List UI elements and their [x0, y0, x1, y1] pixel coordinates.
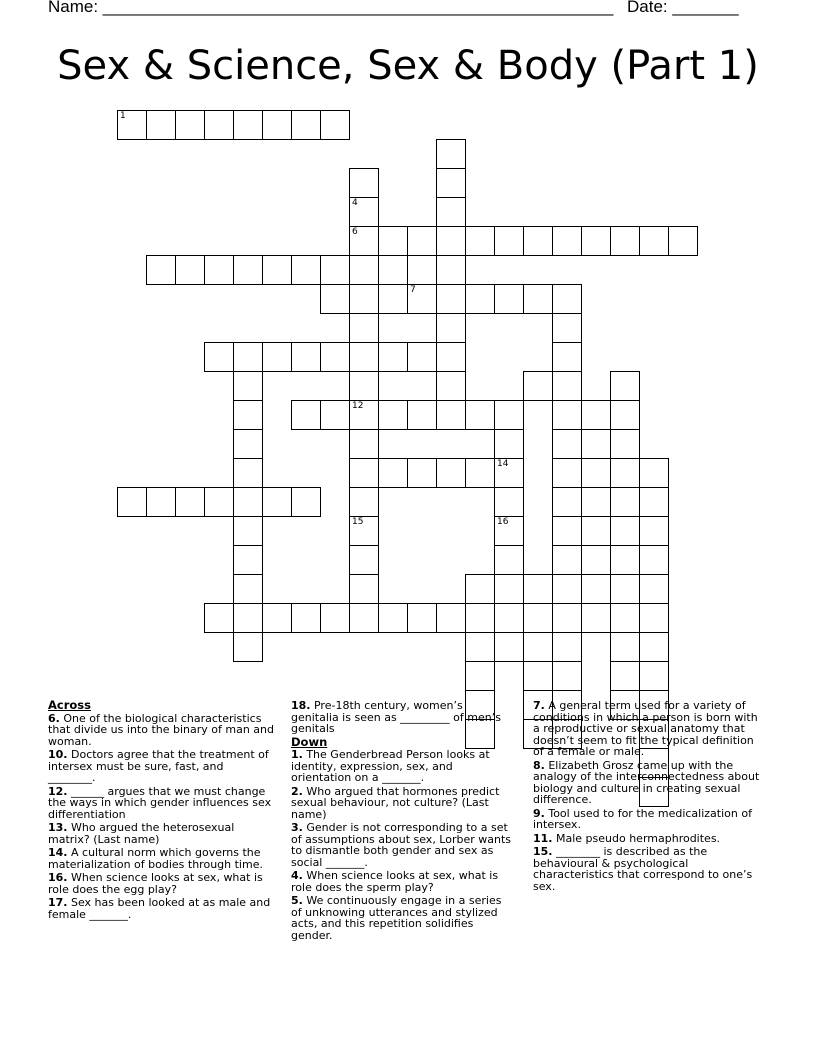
clue-item-number: 16. — [48, 871, 68, 884]
crossword-cell[interactable] — [552, 487, 582, 517]
crossword-cell[interactable] — [378, 226, 408, 256]
crossword-cell[interactable] — [581, 516, 611, 546]
crossword-cell[interactable] — [610, 226, 640, 256]
clue-item — [48, 897, 274, 920]
crossword-cell[interactable] — [494, 574, 524, 604]
crossword-cell[interactable] — [320, 255, 350, 285]
crossword-cell[interactable] — [523, 661, 553, 691]
crossword-cell[interactable] — [407, 342, 437, 372]
clue-number: 15 — [352, 517, 364, 527]
clue-number: 6 — [352, 227, 358, 237]
crossword-cell[interactable] — [436, 197, 466, 227]
clue-item — [533, 700, 765, 758]
clue-item — [48, 847, 274, 870]
crossword-cell[interactable] — [494, 458, 524, 488]
crossword-cell[interactable] — [552, 632, 582, 662]
crossword-cell[interactable] — [639, 632, 669, 662]
crossword-cell[interactable] — [581, 429, 611, 459]
clue-item-text: Who argued the heterosexual matrix? (Last name) — [48, 821, 235, 846]
crossword-cell[interactable] — [494, 632, 524, 662]
crossword-cell[interactable] — [233, 255, 263, 285]
crossword-cell[interactable] — [523, 284, 553, 314]
crossword-cell[interactable] — [581, 487, 611, 517]
crossword-cell[interactable] — [291, 400, 321, 430]
crossword-cell[interactable] — [291, 110, 321, 140]
crossword-cell[interactable] — [349, 284, 379, 314]
clues-column-2 — [291, 700, 513, 943]
clue-item — [291, 822, 513, 868]
crossword-cell[interactable] — [175, 110, 205, 140]
clue-item-text: Elizabeth Grosz came up with the analogy of the interconnectedness about biology and culture in creating sexual difference. — [533, 758, 760, 806]
crossword-cell[interactable] — [349, 255, 379, 285]
crossword-cell[interactable] — [349, 197, 379, 227]
crossword-cell[interactable] — [262, 487, 292, 517]
crossword-cell[interactable] — [436, 284, 466, 314]
crossword-cell[interactable] — [436, 603, 466, 633]
clue-item-text: When science looks at sex, what is role does the egg play? — [48, 871, 263, 896]
crossword-cell[interactable] — [320, 603, 350, 633]
clue-item — [533, 846, 765, 892]
crossword-cell[interactable] — [610, 632, 640, 662]
clue-item — [48, 822, 274, 845]
crossword-cell[interactable] — [552, 313, 582, 343]
crossword-cell[interactable] — [436, 255, 466, 285]
clue-item — [291, 700, 513, 735]
crossword-cell[interactable] — [581, 400, 611, 430]
crossword-cell[interactable] — [639, 545, 669, 575]
crossword-cell[interactable] — [552, 516, 582, 546]
clue-item-text: Pre-18th century, women’s genitalia is seen as _________ of men’s genitals — [291, 699, 501, 735]
crossword-cell[interactable] — [639, 487, 669, 517]
crossword-cell[interactable] — [494, 429, 524, 459]
crossword-cell[interactable] — [378, 255, 408, 285]
crossword-cell[interactable] — [436, 371, 466, 401]
clue-item-text: Doctors agree that the treatment of intersex must be sure, fast, and ________. — [48, 748, 269, 784]
crossword-cell[interactable] — [233, 632, 263, 662]
clue-item-number: 3. — [291, 821, 303, 834]
clue-item-text: One of the biological characteristics that divide us into the binary of man and woman. — [48, 711, 274, 748]
clue-item-text: Tool used to for the medicalization of intersex. — [533, 806, 752, 831]
crossword-cell[interactable] — [668, 226, 698, 256]
crossword-cell[interactable] — [610, 516, 640, 546]
crossword-cell[interactable] — [146, 255, 176, 285]
clue-number: 7 — [410, 285, 416, 295]
crossword-cell[interactable] — [552, 226, 582, 256]
crossword-cell[interactable] — [610, 574, 640, 604]
crossword-cell[interactable] — [639, 226, 669, 256]
crossword-cell[interactable] — [494, 487, 524, 517]
crossword-cell[interactable] — [523, 603, 553, 633]
down-clue-list — [291, 749, 513, 941]
clue-item-text: ________ is described as the behavioural & psychological characteristics that correspond to one’s sex. — [533, 845, 753, 893]
crossword-cell[interactable] — [610, 487, 640, 517]
crossword-cell[interactable] — [262, 110, 292, 140]
crossword-cell[interactable] — [407, 255, 437, 285]
clue-item-number: 12. — [48, 784, 68, 798]
crossword-cell[interactable] — [233, 342, 263, 372]
crossword-cell[interactable] — [552, 545, 582, 575]
crossword-cell[interactable] — [465, 603, 495, 633]
crossword-cell[interactable] — [407, 603, 437, 633]
clue-item — [48, 713, 274, 748]
down-heading: Down — [291, 734, 328, 749]
crossword-cell[interactable] — [552, 284, 582, 314]
clue-number: 12 — [352, 401, 364, 411]
crossword-cell[interactable] — [349, 545, 379, 575]
clue-item-number: 11. — [533, 831, 553, 845]
clue-item — [48, 786, 274, 821]
crossword-cell[interactable] — [552, 574, 582, 604]
crossword-cell[interactable] — [233, 371, 263, 401]
crossword-cell[interactable] — [291, 603, 321, 633]
clue-item — [48, 749, 274, 784]
crossword-cell[interactable] — [610, 429, 640, 459]
crossword-cell[interactable] — [233, 429, 263, 459]
crossword-cell[interactable] — [407, 458, 437, 488]
clue-item-number: 8. — [533, 758, 545, 772]
crossword-cell[interactable] — [465, 632, 495, 662]
crossword-cell[interactable] — [581, 226, 611, 256]
clue-item-text: The Genderbread Person looks at identity, expression, sex, and orientation on a _______. — [291, 748, 490, 784]
crossword-cell[interactable] — [465, 574, 495, 604]
crossword-cell[interactable] — [349, 574, 379, 604]
crossword-cell[interactable] — [378, 342, 408, 372]
crossword-cell[interactable] — [610, 371, 640, 401]
crossword-cell[interactable] — [523, 226, 553, 256]
clue-number: 4 — [352, 198, 358, 208]
crossword-cell[interactable] — [262, 603, 292, 633]
clue-item-number: 15. — [533, 845, 553, 858]
crossword-cell[interactable] — [581, 458, 611, 488]
crossword-cell[interactable] — [407, 284, 437, 314]
crossword-cell[interactable] — [175, 255, 205, 285]
crossword-cell[interactable] — [465, 458, 495, 488]
crossword-cell[interactable] — [581, 545, 611, 575]
crossword-cell[interactable] — [581, 603, 611, 633]
clue-item-text: Male pseudo hermaphrodites. — [552, 831, 721, 845]
crossword-cell[interactable] — [465, 400, 495, 430]
clue-item — [533, 808, 765, 831]
crossword-cell[interactable] — [291, 342, 321, 372]
crossword-cell[interactable] — [349, 342, 379, 372]
crossword-cell[interactable] — [378, 458, 408, 488]
clue-item-number: 10. — [48, 748, 68, 761]
crossword-cell[interactable] — [465, 661, 495, 691]
clue-number: 14 — [497, 459, 509, 469]
crossword-cell[interactable] — [523, 574, 553, 604]
clue-item-number: 7. — [533, 699, 545, 712]
crossword-cell[interactable] — [552, 342, 582, 372]
clue-item-number: 4. — [291, 869, 303, 882]
crossword-cell[interactable] — [436, 313, 466, 343]
clue-item-text: Who argued that hormones predict sexual behaviour, not culture? (Last name) — [291, 784, 500, 821]
clue-item — [533, 760, 765, 806]
clue-item-text: A general term used for a variety of conditions in which a person is born with a reproductive or sexual anatomy that doesn’t seem to fit the typical definition of a female or male. — [533, 699, 758, 758]
clue-item-text: ______ argues that we must change the ways in which gender influences sex differentiation — [48, 784, 272, 821]
clue-item-text: We continuously engage in a series of unknowing utterances and stylized acts, and this repetition solidifies gender. — [291, 894, 502, 942]
crossword-cell[interactable] — [233, 110, 263, 140]
down-clue-list-continued — [533, 700, 765, 892]
crossword-cell[interactable] — [436, 458, 466, 488]
crossword-cell[interactable] — [146, 487, 176, 517]
crossword-cell[interactable] — [349, 429, 379, 459]
crossword-cell[interactable] — [146, 110, 176, 140]
crossword-cell[interactable] — [610, 545, 640, 575]
crossword-cell[interactable] — [494, 516, 524, 546]
crossword-cell[interactable] — [494, 284, 524, 314]
crossword-cell[interactable] — [552, 429, 582, 459]
crossword-cell[interactable] — [639, 603, 669, 633]
crossword-cell[interactable] — [175, 487, 205, 517]
crossword-cell[interactable] — [117, 110, 147, 140]
crossword-cell[interactable] — [233, 400, 263, 430]
crossword-cell[interactable] — [320, 342, 350, 372]
crossword-cell[interactable] — [552, 603, 582, 633]
crossword-cell[interactable] — [204, 255, 234, 285]
crossword-cell[interactable] — [291, 487, 321, 517]
across-heading: Across — [48, 698, 91, 712]
crossword-cell[interactable] — [494, 226, 524, 256]
clue-item-number: 6. — [48, 711, 60, 725]
clue-item-number: 9. — [533, 806, 545, 820]
crossword-cell[interactable] — [349, 487, 379, 517]
clue-item — [291, 895, 513, 941]
clues-column-3 — [533, 700, 765, 894]
crossword-cell[interactable] — [349, 603, 379, 633]
crossword-cell[interactable] — [349, 226, 379, 256]
crossword-cell[interactable] — [639, 574, 669, 604]
page-title: Sex & Science, Sex & Body (Part 1) — [57, 43, 759, 89]
crossword-cell[interactable] — [233, 603, 263, 633]
clue-item-number: 14. — [48, 846, 68, 859]
crossword-cell[interactable] — [378, 400, 408, 430]
crossword-cell[interactable] — [639, 516, 669, 546]
crossword-cell[interactable] — [204, 110, 234, 140]
clue-number: 1 — [120, 111, 126, 121]
crossword-cell[interactable] — [349, 168, 379, 198]
crossword-cell[interactable] — [436, 342, 466, 372]
crossword-cell[interactable] — [204, 487, 234, 517]
crossword-cell[interactable] — [639, 661, 669, 691]
clue-item — [533, 833, 765, 845]
crossword-cell[interactable] — [320, 110, 350, 140]
crossword-cell[interactable] — [610, 603, 640, 633]
clue-item-number: 13. — [48, 821, 68, 834]
crossword-cell[interactable] — [349, 371, 379, 401]
crossword-cell[interactable] — [523, 371, 553, 401]
clue-item-number: 17. — [48, 896, 68, 909]
across-clue-list-continued — [291, 700, 513, 735]
crossword-cell[interactable] — [262, 342, 292, 372]
crossword-cell[interactable] — [610, 661, 640, 691]
clue-item-text: Sex has been looked at as male and female _______. — [48, 896, 271, 921]
name-field-label: Name: ______________________________________________________ — [48, 0, 614, 16]
crossword-cell[interactable] — [610, 458, 640, 488]
clue-item — [291, 786, 513, 821]
crossword-cell[interactable] — [436, 139, 466, 169]
crossword-cell[interactable] — [204, 603, 234, 633]
clue-number: 16 — [497, 517, 509, 527]
clue-item — [291, 870, 513, 893]
crossword-cell[interactable] — [639, 458, 669, 488]
clue-item-number: 2. — [291, 784, 303, 798]
clue-item-text: When science looks at sex, what is role does the sperm play? — [291, 869, 499, 894]
crossword-cell[interactable] — [349, 313, 379, 343]
crossword-cell[interactable] — [349, 458, 379, 488]
crossword-cell[interactable] — [465, 226, 495, 256]
crossword-cell[interactable] — [494, 603, 524, 633]
crossword-cell[interactable] — [378, 603, 408, 633]
crossword-cell[interactable] — [552, 400, 582, 430]
crossword-cell[interactable] — [552, 371, 582, 401]
crossword-cell[interactable] — [291, 255, 321, 285]
crossword-cell[interactable] — [436, 226, 466, 256]
crossword-cell[interactable] — [407, 400, 437, 430]
crossword-cell[interactable] — [262, 255, 292, 285]
across-clue-list — [48, 713, 274, 921]
crossword-cell[interactable] — [494, 545, 524, 575]
crossword-cell[interactable] — [233, 487, 263, 517]
crossword-cell[interactable] — [349, 400, 379, 430]
clue-item-text: Gender is not corresponding to a set of assumptions about sex, Lorber wants to dismantle both gender and sex as social _______. — [291, 821, 512, 869]
date-field-label: Date: _______ — [627, 0, 739, 16]
crossword-cell[interactable] — [494, 400, 524, 430]
crossword-cell[interactable] — [320, 284, 350, 314]
clue-item — [48, 872, 274, 895]
crossword-cell[interactable] — [581, 574, 611, 604]
crossword-cell[interactable] — [233, 516, 263, 546]
crossword-cell[interactable] — [436, 168, 466, 198]
crossword-cell[interactable] — [465, 284, 495, 314]
crossword-cell[interactable] — [407, 226, 437, 256]
crossword-cell[interactable] — [233, 545, 263, 575]
crossword-cell[interactable] — [233, 574, 263, 604]
clue-item-number: 1. — [291, 748, 303, 761]
crossword-cell[interactable] — [117, 487, 147, 517]
clue-item — [291, 749, 513, 784]
clues-column-1 — [48, 700, 274, 922]
crossword-cell[interactable] — [436, 400, 466, 430]
crossword-cell[interactable] — [552, 458, 582, 488]
clue-item-text: A cultural norm which governs the materialization of bodies through time. — [48, 846, 263, 871]
crossword-cell[interactable] — [552, 661, 582, 691]
crossword-cell[interactable] — [610, 400, 640, 430]
clue-item-number: 5. — [291, 894, 303, 907]
crossword-cell[interactable] — [204, 342, 234, 372]
clue-item-number: 18. — [291, 699, 311, 712]
crossword-cell[interactable] — [320, 400, 350, 430]
crossword-cell[interactable] — [378, 284, 408, 314]
crossword-cell[interactable] — [523, 632, 553, 662]
crossword-cell[interactable] — [349, 516, 379, 546]
crossword-cell[interactable] — [233, 458, 263, 488]
